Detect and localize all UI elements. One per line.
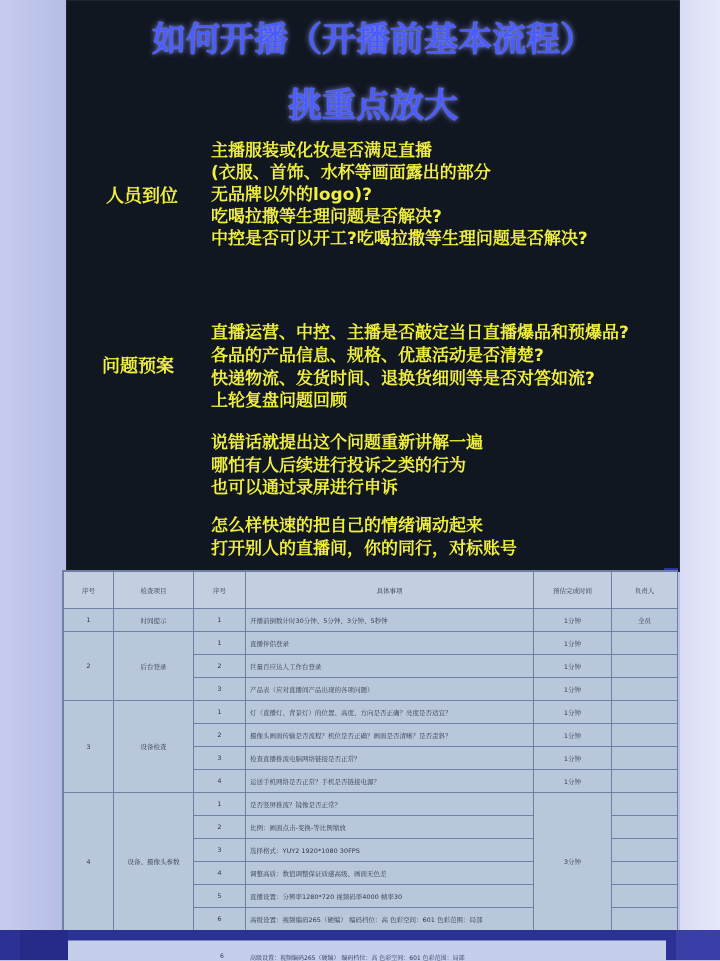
row-owner: 全员 [612, 609, 678, 632]
plan-line: 直播运营、中控、主播是否敲定当日直播爆品和预爆品? [211, 323, 629, 343]
reflection-row-no: 6 [220, 953, 224, 960]
floor-block-left [20, 930, 68, 960]
row-no: 4 [194, 770, 246, 793]
group-no: 3 [64, 701, 114, 793]
reflection-row-text: 高级设置：视频编码265（硬编） 编码档位：高 色彩空间：601 色彩范围：局部 [250, 955, 465, 961]
checklist-table-panel [62, 570, 678, 944]
staff-line: 主播服装或化妆是否满足直播 [211, 141, 432, 161]
header-time: 预估完成时间 [534, 572, 612, 609]
header-owner: 负责人 [612, 572, 678, 609]
group-no: 1 [64, 609, 114, 632]
row-time: 1分钟 [534, 747, 612, 770]
section-label-plan: 问题预案 [102, 356, 174, 377]
header-sub-no: 序号 [194, 572, 246, 609]
note-line: 哪怕有人后续进行投诉之类的行为 [211, 456, 466, 476]
row-time: 1分钟 [534, 632, 612, 655]
board-subtitle: 挑重点放大 [288, 86, 458, 126]
row-owner [612, 839, 678, 862]
staff-line: 无品牌以外的logo)? [211, 185, 372, 205]
row-no: 5 [194, 885, 246, 908]
row-text: 开播前倒数计时30分钟、5分钟、3分钟、5秒钟 [246, 609, 534, 632]
row-text: 直播设置：分辨率1280*720 视频码率4000 帧率30 [246, 885, 534, 908]
table-header-row [64, 572, 678, 609]
row-time: 1分钟 [534, 609, 612, 632]
group-item: 后台登录 [114, 632, 194, 701]
row-text: 高级设置：视频编码265（硬编） 编码档位：高 色彩空间：601 色彩范围：局部 [246, 908, 534, 931]
floor-block-right [676, 930, 720, 960]
row-owner [612, 724, 678, 747]
row-time: 1分钟 [534, 770, 612, 793]
row-owner [612, 747, 678, 770]
row-no: 4 [194, 862, 246, 885]
row-no: 1 [194, 609, 246, 632]
group-no: 2 [64, 632, 114, 701]
table-reflection-strip [68, 940, 666, 961]
staff-line: (衣服、首饰、水杯等画面露出的部分 [211, 163, 491, 183]
row-owner [612, 816, 678, 839]
table-row [64, 793, 678, 816]
table-row [64, 701, 678, 724]
group-no: 4 [64, 793, 114, 931]
row-no: 3 [194, 678, 246, 701]
plan-line: 上轮复盘问题回顾 [211, 391, 347, 411]
row-text: 运送手机网络是否正常？手机是否链接电源？ [246, 770, 534, 793]
row-text: 选择格式：YUY2 1920*1080 30FPS [246, 839, 534, 862]
row-owner [612, 655, 678, 678]
presentation-board [66, 0, 680, 572]
group-item: 时间提示 [114, 609, 194, 632]
row-owner [612, 862, 678, 885]
row-no: 3 [194, 839, 246, 862]
section-label-staff: 人员到位 [106, 186, 178, 207]
row-owner [612, 793, 678, 816]
row-owner [612, 701, 678, 724]
row-owner [612, 770, 678, 793]
row-owner [612, 908, 678, 931]
header-no: 序号 [64, 572, 114, 609]
note-line: 怎么样快速的把自己的情绪调动起来 [211, 516, 483, 536]
group-item: 设备、摄像头参数 [114, 793, 194, 931]
checklist-table [63, 571, 678, 931]
row-text: 检查直播推流电脑网络链接是否正常？ [246, 747, 534, 770]
note-line: 也可以通过录屏进行申诉 [211, 478, 398, 498]
staff-line: 中控是否可以开工?吃喝拉撒等生理问题是否解决? [211, 229, 588, 249]
row-time: 1分钟 [534, 701, 612, 724]
row-text: 产品表（应对直播间产品出现的各项问题） [246, 678, 534, 701]
row-no: 6 [194, 908, 246, 931]
row-text: 直播伴侣登录 [246, 632, 534, 655]
row-time: 1分钟 [534, 678, 612, 701]
row-text: 比例：画面点击-变换-等比例缩放 [246, 816, 534, 839]
row-no: 1 [194, 701, 246, 724]
row-time: 1分钟 [534, 724, 612, 747]
row-text: 调整高质：数值调整保证质感高级、画面无色差 [246, 862, 534, 885]
row-text: 灯（直播灯、背景灯）的位置、高度、方向是否正确？亮度是否适宜？ [246, 701, 534, 724]
board-title: 如何开播（开播前基本流程） [152, 20, 594, 60]
plan-line: 快递物流、发货时间、退换货细则等是否对答如流? [211, 369, 595, 389]
row-text: 是否竖屏推流？镜像是否正常？ [246, 793, 534, 816]
group-item: 设备检查 [114, 701, 194, 793]
row-owner [612, 885, 678, 908]
note-line: 打开别人的直播间，你的同行，对标账号 [211, 539, 517, 559]
row-no: 1 [194, 632, 246, 655]
row-owner [612, 678, 678, 701]
table-row [64, 632, 678, 655]
note-line: 说错话就提出这个问题重新讲解一遍 [211, 433, 483, 453]
right-wall [680, 0, 720, 960]
left-wall [0, 0, 66, 960]
row-text: 摄像头画面传输是否流程？机位是否正确？画面是否清晰？是否歪斜？ [246, 724, 534, 747]
plan-line: 各品的产品信息、规格、优惠活动是否清楚? [211, 346, 544, 366]
header-item: 检查项目 [114, 572, 194, 609]
table-row [64, 609, 678, 632]
group-time: 3分钟 [534, 793, 612, 931]
header-detail: 具体事项 [246, 572, 534, 609]
row-time: 1分钟 [534, 655, 612, 678]
row-no: 3 [194, 747, 246, 770]
row-owner [612, 632, 678, 655]
row-no: 1 [194, 793, 246, 816]
row-no: 2 [194, 724, 246, 747]
row-no: 2 [194, 816, 246, 839]
staff-line: 吃喝拉撒等生理问题是否解决? [211, 207, 442, 227]
row-no: 2 [194, 655, 246, 678]
row-text: 巨量百应达人工作台登录 [246, 655, 534, 678]
